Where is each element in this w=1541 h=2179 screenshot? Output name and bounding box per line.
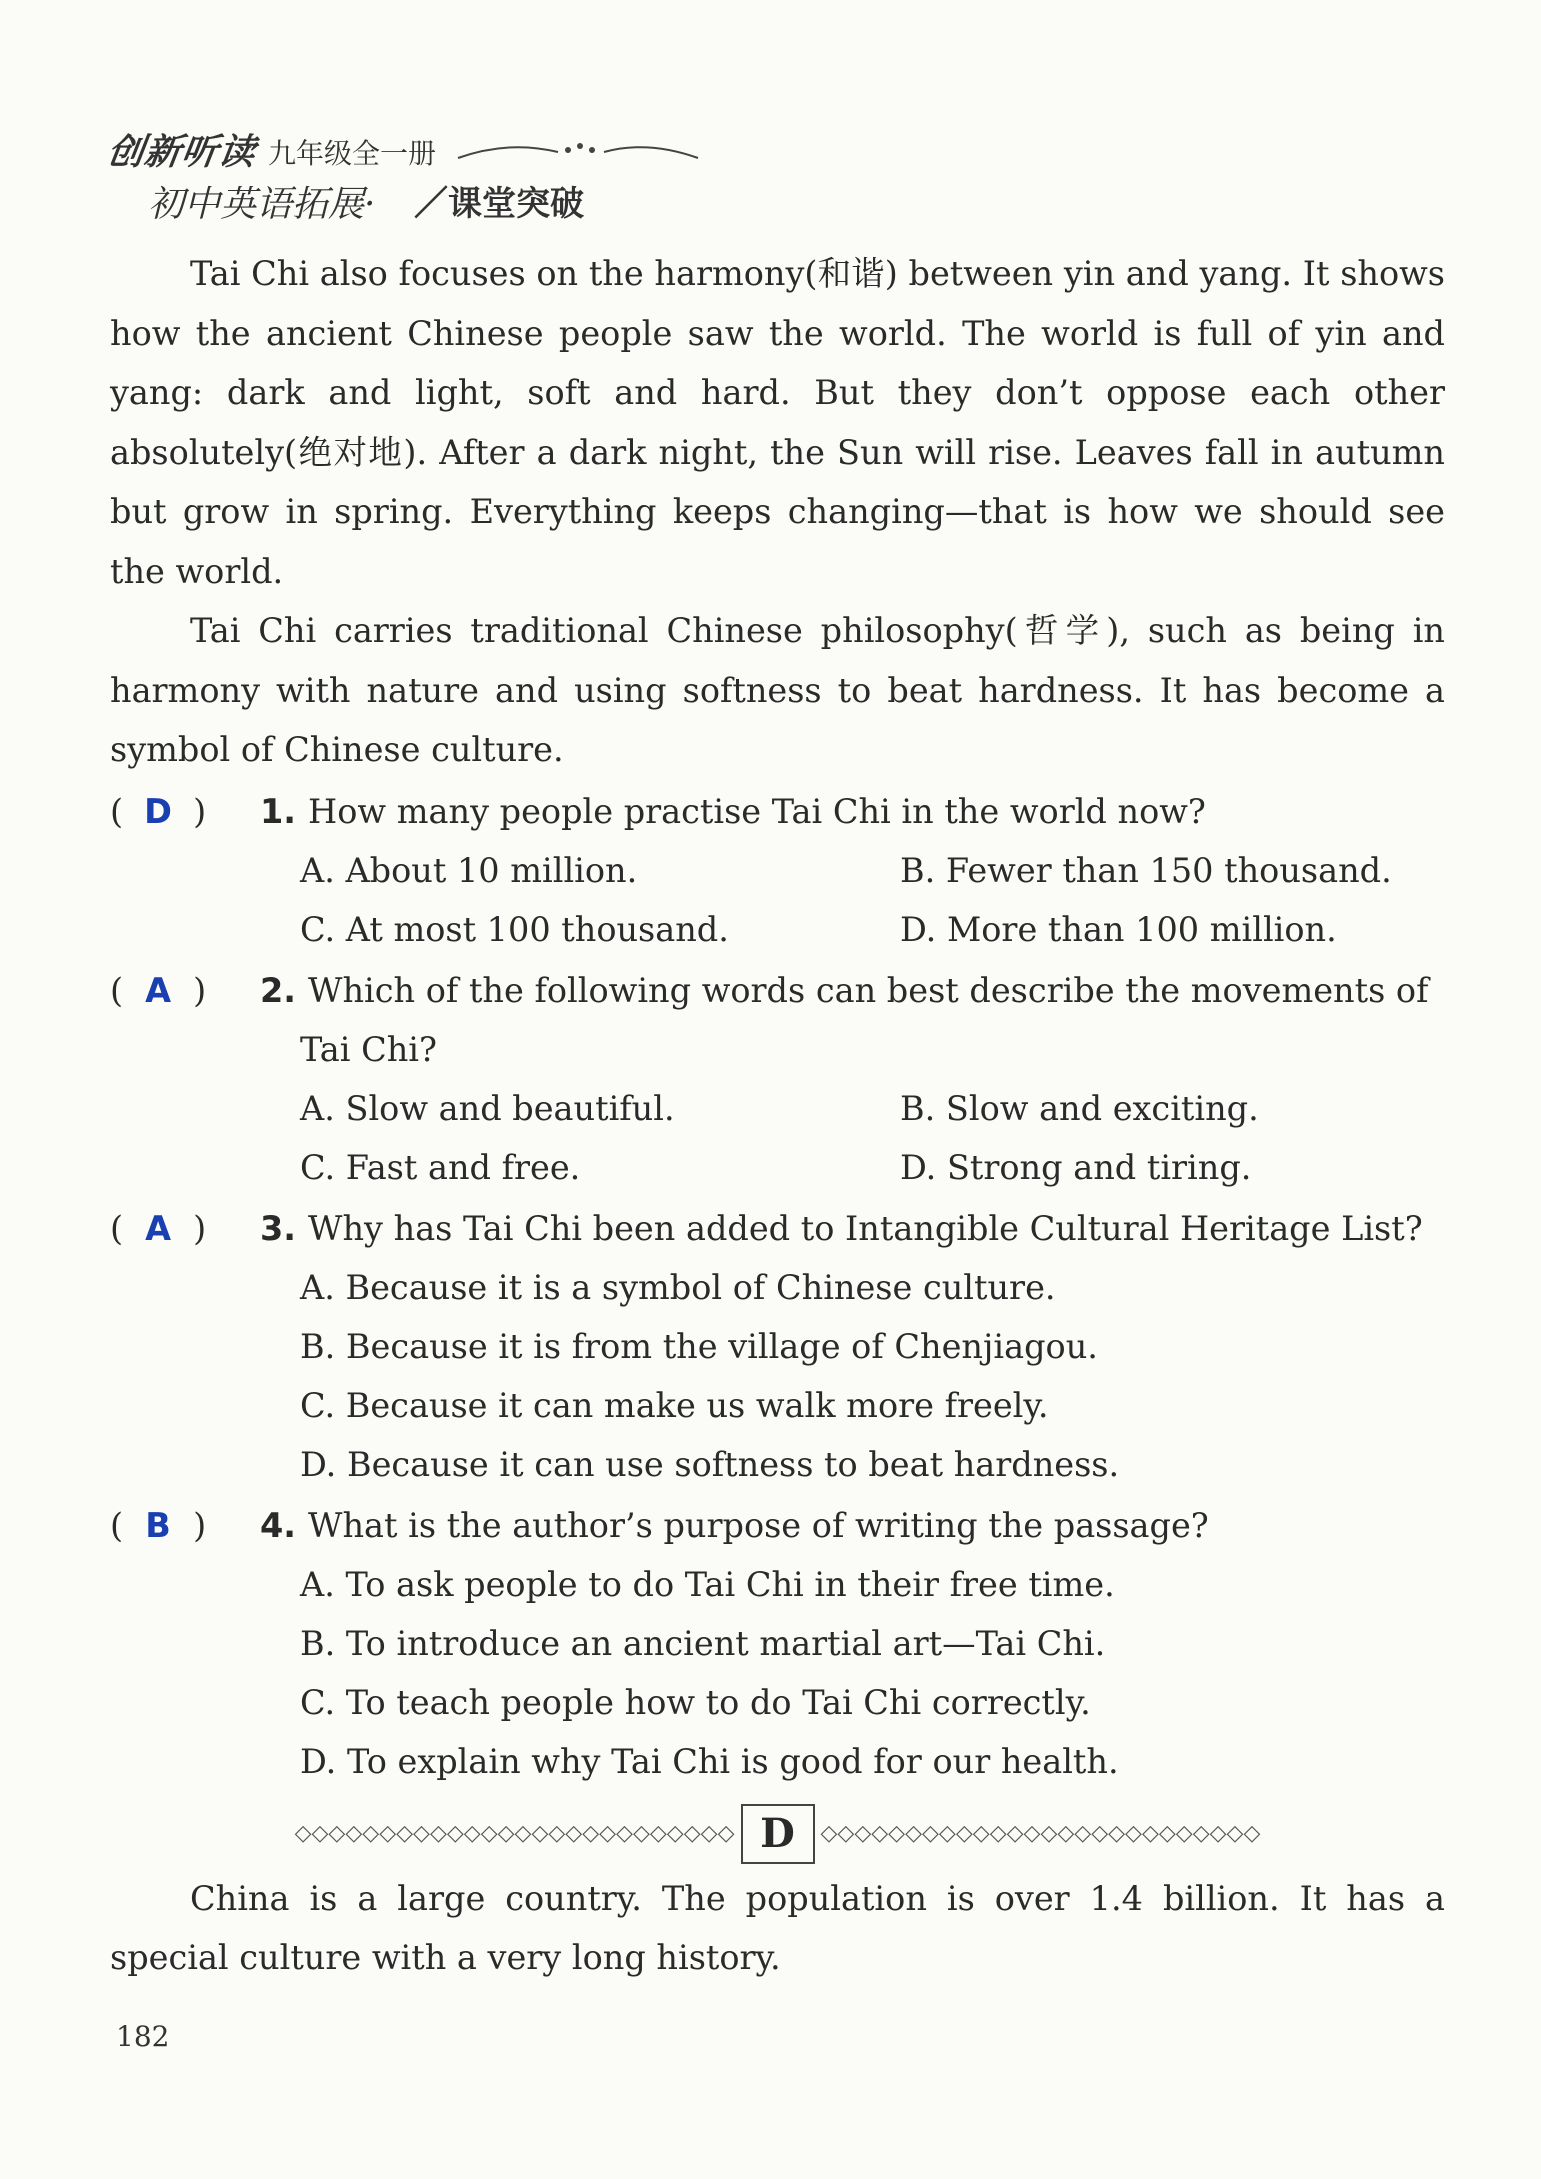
answer-letter: D [144,791,172,831]
question-line [110,782,1445,841]
option-row [300,1079,1445,1138]
question-4 [110,1496,1445,1791]
page-header [104,124,628,234]
option-row [300,841,1445,900]
option-c: C. Fast and free. [300,1147,581,1187]
question-text: How many people practise Tai Chi in the world now? [308,791,1206,831]
question-text: Why has Tai Chi been added to Intangible Cultural Heritage List? [308,1208,1423,1248]
diamond-ornament-right: ◇◇◇◇◇◇◇◇◇◇◇◇◇◇◇◇◇◇◇◇◇◇◇◇◇◇ [820,1821,1261,1846]
question-3 [110,1199,1445,1494]
option-d: D. More than 100 million. [900,909,1337,949]
answer-letter: A [145,970,172,1010]
option-d: D. Strong and tiring. [900,1147,1252,1187]
option-c: C. At most 100 thousand. [300,909,729,949]
options [110,1258,1445,1494]
question-number: 3. [260,1208,297,1248]
option-b: B. Because it is from the village of Chenjiagou. [300,1326,1098,1366]
option-b: B. Fewer than 150 thousand. [900,850,1392,890]
question-line [110,1199,1445,1258]
subtitle-right: ／课堂突破 [414,184,584,224]
option-a: A. To ask people to do Tai Chi in their free time. [300,1564,1115,1604]
answer-bracket: ( D ) [110,782,260,841]
answer-bracket: ( A ) [110,1199,260,1258]
answer-bracket: ( B ) [110,1496,260,1555]
paragraph-2: Tai Chi carries traditional Chinese philosophy(哲学), such as being in harmony with nature and using softness to beat hardness. It has become a symbol of Chinese culture. [110,611,1445,769]
question-number: 4. [260,1505,297,1545]
option-d: D. Because it can use softness to beat hardness. [300,1444,1120,1484]
section-d-paragraph: China is a large country. The population is over 1.4 billion. It has a special culture with a very long history. [110,1878,1445,1977]
answer-letter: B [145,1505,171,1545]
question-2 [110,961,1445,1197]
option-a: A. Because it is a symbol of Chinese culture. [300,1267,1056,1307]
header-ornament [448,130,708,170]
option-a: A. About 10 million. [300,850,638,890]
grade-label: 九年级全一册 [268,137,437,170]
question-text-continued: Tai Chi? [300,1029,437,1069]
answer-letter: A [145,1208,172,1248]
question-line [110,1496,1445,1555]
answer-bracket: ( A ) [110,961,260,1020]
options [110,1079,1445,1197]
section-letter: D [741,1804,815,1864]
option-b: B. To introduce an ancient martial art—Tai Chi. [300,1623,1106,1663]
question-number: 2. [260,970,297,1010]
page-content [110,244,1445,1988]
options [110,1555,1445,1791]
series-title: 创新听读 [104,131,259,173]
option-d: D. To explain why Tai Chi is good for our health. [300,1741,1119,1781]
question-1 [110,782,1445,959]
option-a: A. Slow and beautiful. [300,1088,675,1128]
options [110,841,1445,959]
option-row [300,1138,1445,1197]
subtitle-left: 初中英语拓展· [148,184,376,225]
question-number: 1. [260,791,297,831]
option-b: B. Slow and exciting. [900,1088,1259,1128]
option-c: C. Because it can make us walk more freely. [300,1385,1049,1425]
question-line [110,961,1445,1020]
page-number: 182 [116,2020,170,2053]
diamond-ornament-left: ◇◇◇◇◇◇◇◇◇◇◇◇◇◇◇◇◇◇◇◇◇◇◇◇◇◇ [294,1821,735,1846]
question-text: Which of the following words can best describe the movements of [308,970,1429,1010]
paragraph-1: Tai Chi also focuses on the harmony(和谐) between yin and yang. It shows how the ancient Chinese people saw the world. The world is full of yin and yang: dark and light, soft and hard. But they don’t oppose each other absolutely(绝对地). After a dark night, the Sun will rise. Leaves fall in autumn but grow in spring. Everything keeps changing—that is how we should see the world. [110,254,1445,591]
question-text: What is the author’s purpose of writing the passage? [308,1505,1209,1545]
section-divider [110,1799,1445,1869]
option-row [300,900,1445,959]
option-c: C. To teach people how to do Tai Chi correctly. [300,1682,1091,1722]
